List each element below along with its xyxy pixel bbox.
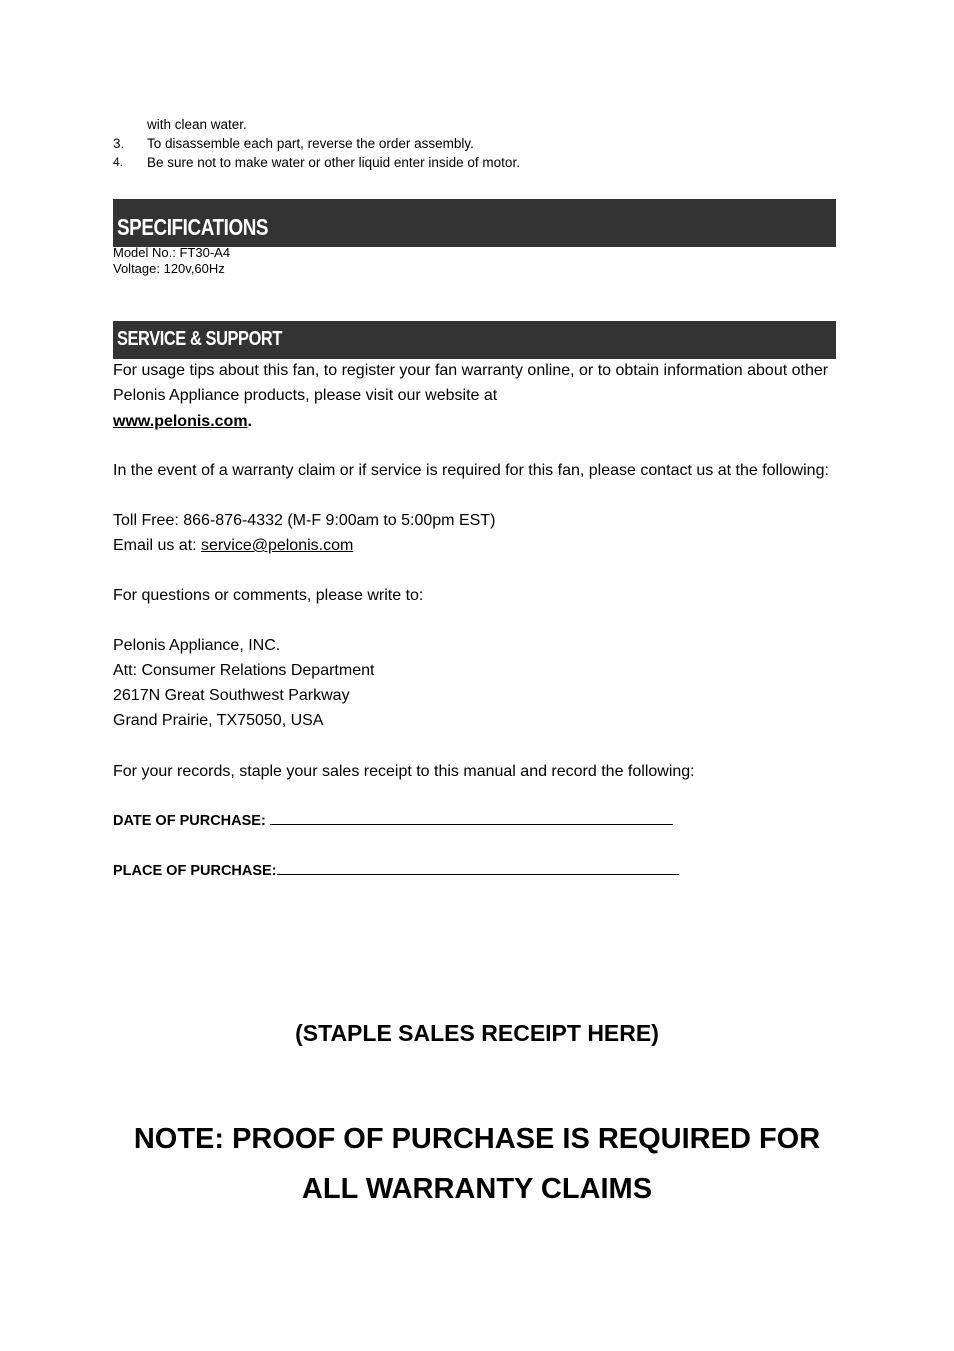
proof-note-line1: NOTE: PROOF OF PURCHASE IS REQUIRED FOR [133,1123,821,1155]
website-link[interactable]: www.pelonis.com [113,413,248,430]
website-period: . [247,413,252,430]
email-link[interactable]: service@pelonis.com [201,537,354,554]
place-of-purchase-blank [277,860,679,875]
instruction-number: 4. [113,155,124,169]
instruction-continuation: with clean water. [147,117,247,132]
address-street: 2617N Great Southwest Parkway [113,687,350,704]
service-intro-line1: For usage tips about this fan, to register your fan warranty online, or to obtain information about other [113,362,829,379]
place-of-purchase-field [113,859,679,884]
date-of-purchase-field [113,809,673,834]
specifications-details [113,245,230,277]
model-number: Model No.: FT30-A4 [113,245,231,260]
specifications-heading: SPECIFICATIONS [117,214,269,240]
email-line [113,533,353,558]
warranty-contact-text: In the event of a warranty claim or if service is required for this fan, please contact us at the following: [113,462,829,479]
specifications-heading-bar [113,199,836,247]
address-attention: Att: Consumer Relations Department [113,662,375,679]
write-to-text: For questions or comments, please write to: [113,587,424,604]
address-block [113,633,374,733]
date-of-purchase-label: DATE OF PURCHASE: [113,813,270,829]
date-of-purchase-blank [270,810,673,825]
proof-of-purchase-note [0,1114,954,1214]
staple-receipt-note: (STAPLE SALES RECEIPT HERE) [295,1020,659,1046]
place-of-purchase-label: PLACE OF PURCHASE: [113,863,277,879]
instruction-text: To disassemble each part, reverse the order assembly. [147,136,474,151]
toll-free-number: Toll Free: 866-876-4332 (M-F 9:00am to 5:00pm EST) [113,512,496,529]
website-line [113,409,252,434]
records-text: For your records, staple your sales receipt to this manual and record the following: [113,763,695,780]
service-heading-bar [113,321,836,359]
instruction-text: Be sure not to make water or other liquid enter inside of motor. [147,155,520,170]
service-intro-line2: Pelonis Appliance products, please visit our website at [113,387,498,404]
proof-note-line2: ALL WARRANTY CLAIMS [301,1173,653,1205]
voltage: Voltage: 120v,60Hz [113,261,225,276]
instruction-number: 3. [113,136,125,151]
email-prefix: Email us at: [113,537,202,554]
service-heading: SERVICE & SUPPORT [117,328,282,350]
address-city: Grand Prairie, TX75050, USA [113,712,324,729]
address-company: Pelonis Appliance, INC. [113,637,281,654]
